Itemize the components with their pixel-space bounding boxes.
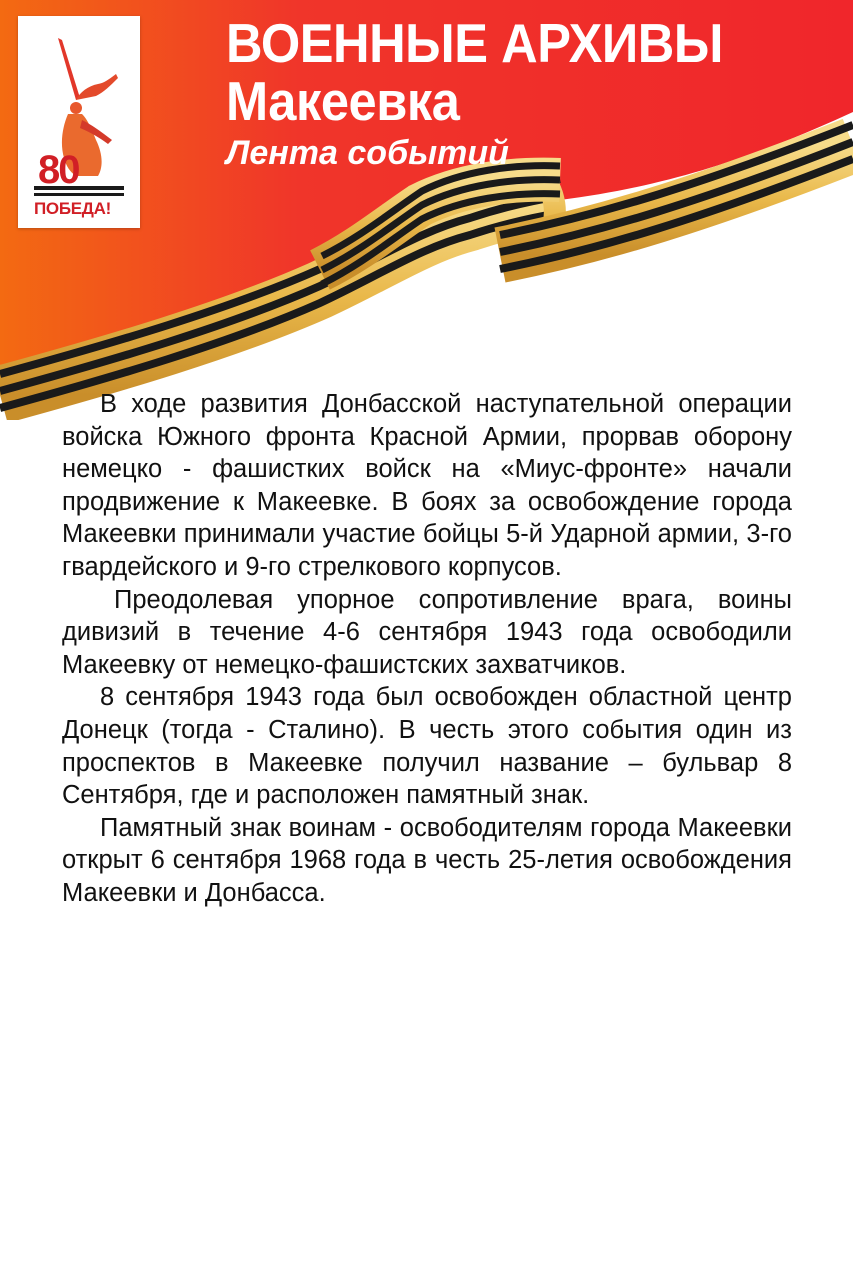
article-paragraph-3: 8 сентября 1943 года был освобожден областной центр Донецк (тогда - Сталино). В честь этого события один из проспектов в Макеевке получил название – бульвар 8 Сентября, где и расположен памятный знак. [62,683,792,810]
article-paragraph-4: Памятный знак воинам - освободителям города Макеевки открыт 6 сентября 1968 года в честь 25-летия освобождения Макеевки и Донбасса. [62,813,792,907]
motherland-statue-icon [18,16,140,228]
page-subtitle: Лента событий [226,134,509,172]
article-paragraph-2: Преодолевая упорное сопротивление врага, воины дивизий в течение 4-6 сентября 1943 года освободили Макеевку от немецко-фашистских захватчиков. [62,585,792,679]
header-titles [226,14,766,174]
victory-80-logo [18,16,140,228]
page-title-city: Макеевка [226,70,460,132]
logo-word: ПОБЕДА! [34,199,111,218]
article-body [62,388,792,910]
logo-number: 80 [38,148,79,192]
article-paragraph-1: В ходе развития Донбасской наступательной операции войска Южного фронта Красной Армии, прорвав оборону немецко - фашистких войск на «Миус-фронте» начали продвижение к Макеевке. В боях за освобождение города Макеевки принимали участие бойцы 5-й Ударной армии, 3-го гвардейского и 9-го стрелкового корпусов. [62,390,792,581]
page-title: ВОЕННЫЕ АРХИВЫ [226,12,723,74]
